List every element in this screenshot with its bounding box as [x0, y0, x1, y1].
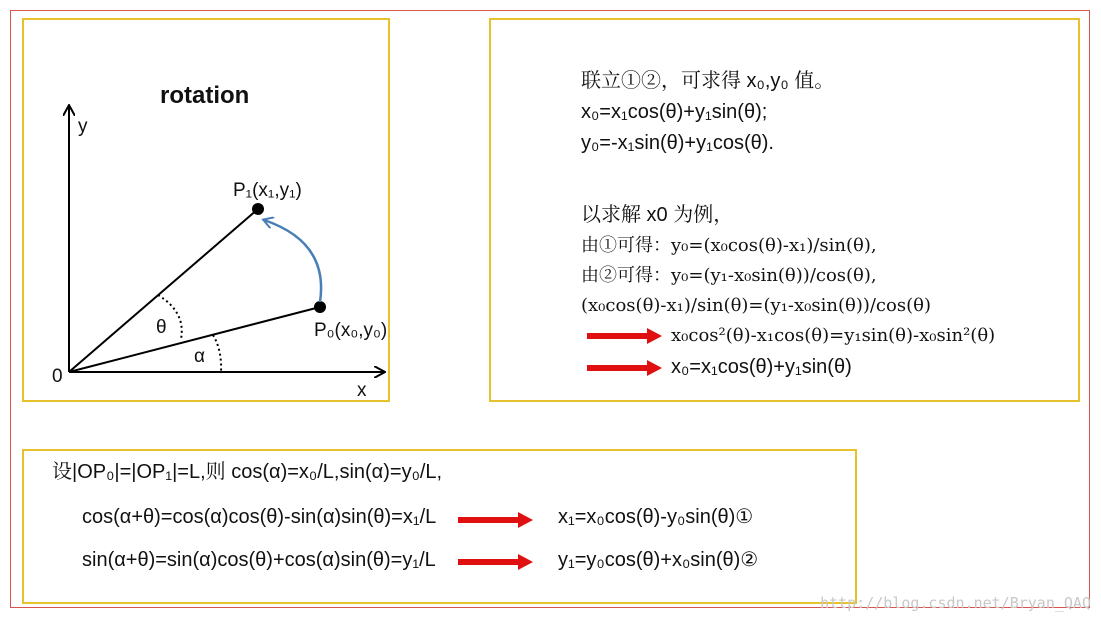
derivation-line-4: 以求解 x0 为例， [581, 204, 734, 226]
rotation-arc [264, 220, 321, 302]
setup-panel [22, 449, 857, 604]
rotation-diagram [24, 20, 388, 400]
derivation-line-3: y₀=-x₁sin(θ)+y₁cos(θ). [581, 132, 774, 154]
setup-line-2-left: cos(α+θ)=cos(α)cos(θ)-sin(α)sin(θ)=x₁/L [82, 506, 437, 528]
x-axis-label: x [357, 380, 367, 401]
derivation-line-9: x₀=x₁cos(θ)+y₁sin(θ) [671, 356, 852, 378]
p0-point [314, 301, 326, 313]
alpha-arc [213, 335, 221, 372]
derivation-line-2: x₀=x₁cos(θ)+y₁sin(θ); [581, 101, 768, 123]
red-arrow-2 [587, 358, 663, 378]
derivation-line-8: x₀cos²(θ)-x₁cos(θ)=y₁sin(θ)-x₀sin²(θ) [671, 325, 996, 346]
setup-line-2-right: x₁=x₀cos(θ)-y₀sin(θ)① [558, 506, 754, 528]
red-arrow-4 [458, 552, 534, 572]
y-axis-label: y [78, 116, 88, 137]
p0-label: P₀(x₀,y₀) [314, 320, 388, 341]
derivation-line-6: 由②可得：y₀=(y₁-x₀sin(θ))/cos(θ), [581, 265, 877, 286]
red-arrow-3 [458, 510, 534, 530]
derivation-panel [489, 18, 1080, 402]
derivation-line-1: 联立①②，可求得 x₀,y₀ 值。 [581, 70, 835, 92]
derivation-line-7: (x₀cos(θ)-x₁)/sin(θ)=(y₁-x₀sin(θ))/cos(θ) [581, 295, 931, 316]
p1-label: P₁(x₁,y₁) [233, 180, 302, 201]
rotation-diagram-panel [22, 18, 390, 402]
derivation-line-5: 由①可得：y₀=(x₀cos(θ)-x₁)/sin(θ), [581, 235, 877, 256]
setup-line-3-right: y₁=y₀cos(θ)+x₀sin(θ)② [558, 549, 759, 571]
theta-label: θ [156, 317, 167, 338]
setup-line-1: 设|OP₀|=|OP₁|=L,则 cos(α)=x₀/L,sin(α)=y₀/L, [52, 461, 443, 483]
p1-point [252, 203, 264, 215]
origin-label: 0 [52, 366, 63, 387]
setup-line-3-left: sin(α+θ)=sin(α)cos(θ)+cos(α)sin(θ)=y₁/L [82, 549, 436, 571]
red-arrow-1 [587, 326, 663, 346]
diagram-title: rotation [160, 82, 250, 109]
alpha-label: α [194, 346, 205, 367]
watermark: http://blog.csdn.net/Bryan_QAQ [820, 594, 1091, 612]
